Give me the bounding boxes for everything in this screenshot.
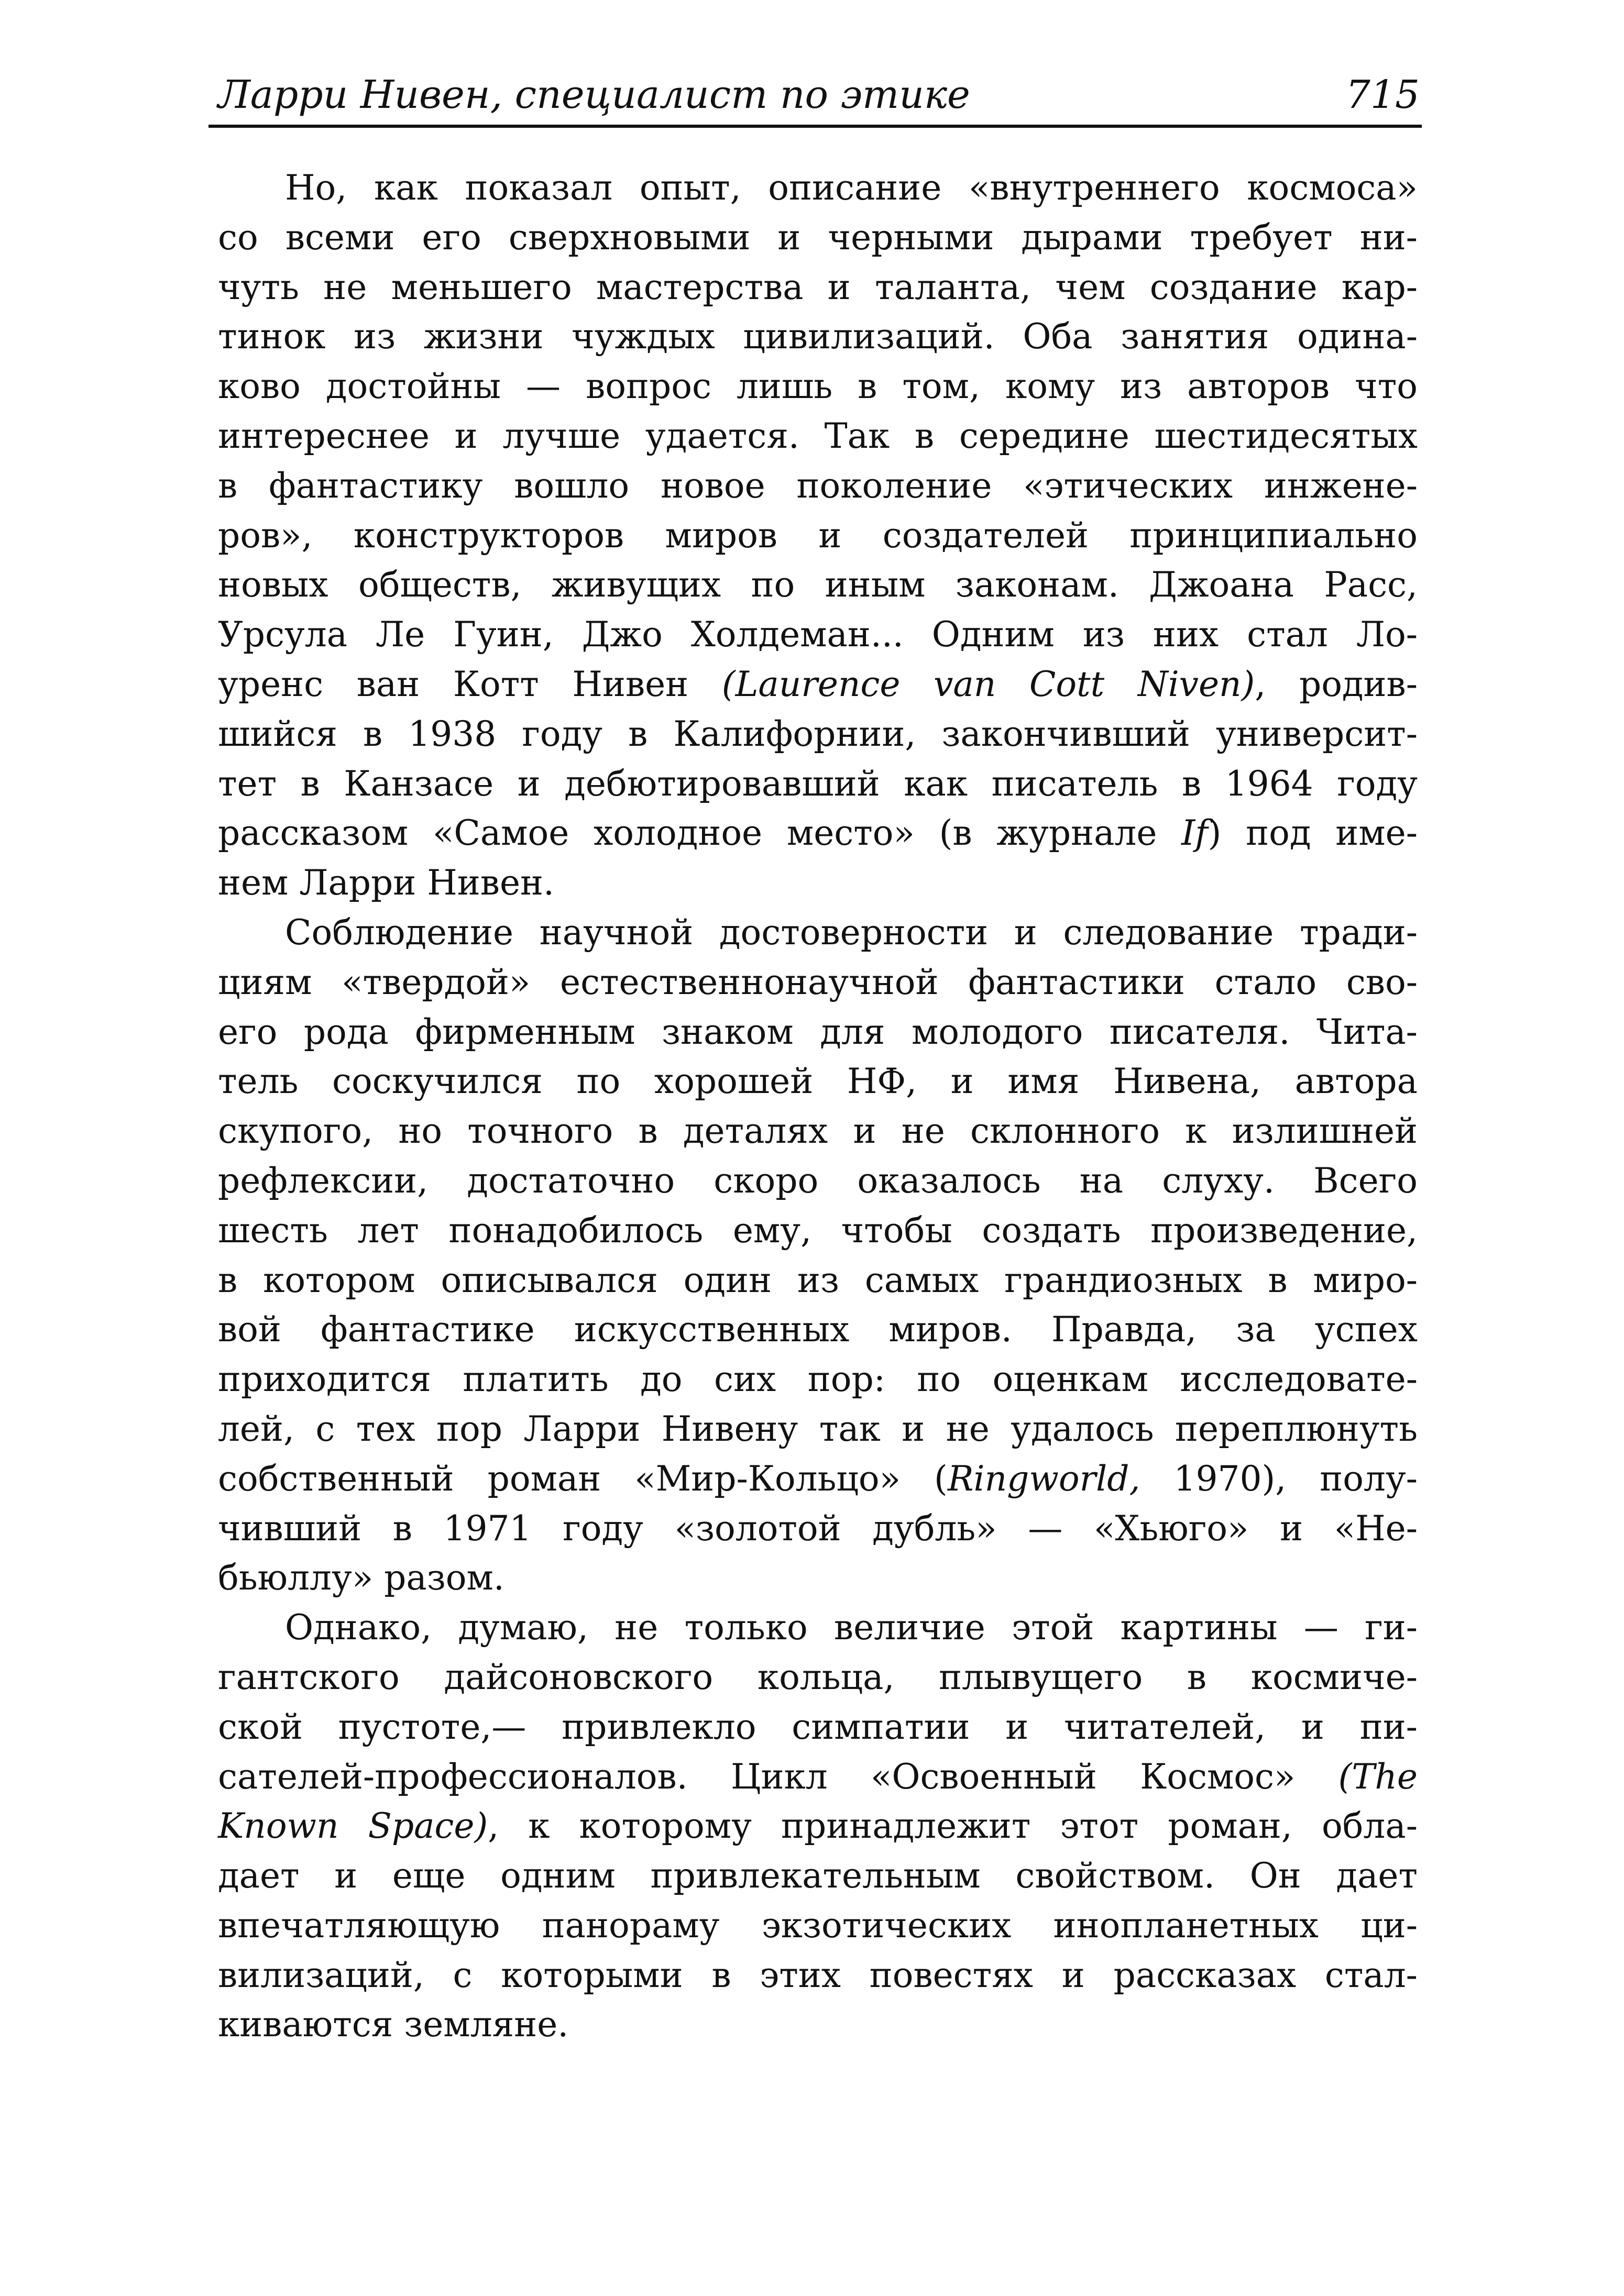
text-line [218, 710, 1418, 759]
text-run: вой фантастике искусственных миров. Правда, за успех [218, 1309, 1418, 1350]
text-line [218, 1951, 1418, 2001]
running-header [209, 63, 1422, 128]
text-line [218, 1553, 1418, 1603]
text-line [218, 858, 1418, 908]
text-run: шесть лет понадобилось ему, чтобы создать произведение, [218, 1210, 1418, 1251]
text-run: ров», конструкторов миров и создателей принципиально [218, 515, 1418, 556]
text-run: шийся в 1938 году в Калифорнии, закончивший университ- [218, 713, 1418, 754]
text-run: интереснее и лучше удается. Так в середине шестидесятых [218, 415, 1418, 456]
text-run: вилизаций, с которыми в этих повестях и рассказах стал- [218, 1955, 1418, 1995]
text-line [218, 809, 1418, 858]
text-line [218, 362, 1418, 412]
text-run: новых обществ, живущих по иным законам. Джоана Расс, [218, 565, 1418, 605]
text-line [218, 1355, 1418, 1405]
text-run: лей, с тех пор Ларри Нивену так и не удалось переплюнуть [218, 1408, 1418, 1449]
running-title: Ларри Нивен, специалист по этике [218, 72, 970, 117]
text-line [218, 263, 1418, 313]
text-run: его рода фирменным знаком для молодого писателя. Чита- [218, 1011, 1418, 1052]
text-run: гантского дайсоновского кольца, плывущего в космиче- [218, 1657, 1418, 1697]
text-run: рефлексии, достаточно скоро оказалось на слуху. Всего [218, 1160, 1418, 1201]
text-line [218, 412, 1418, 461]
paragraph [218, 908, 1418, 1603]
text-run: Но, как показал опыт, описание «внутреннего космоса» [285, 168, 1418, 208]
text-run: тет в Канзасе и дебютировавший как писатель в 1964 году [218, 763, 1418, 804]
italic-text: If [1181, 813, 1208, 854]
italic-text: Known Space) [218, 1806, 488, 1847]
text-line [218, 1156, 1418, 1206]
text-run: в фантастику вошло новое поколение «этических инжене- [218, 465, 1418, 506]
text-run: тинок из жизни чуждых цивилизаций. Оба занятия одина- [218, 316, 1418, 357]
text-line [218, 312, 1418, 362]
text-line [218, 1653, 1418, 1703]
text-run: собственный роман «Мир-Кольцо» ( [218, 1458, 948, 1499]
text-run: циям «твердой» естественнонаучной фантастики стало сво- [218, 962, 1418, 1002]
text-run: ской пустоте,— привлекло симпатии и читателей, и пи- [218, 1706, 1418, 1747]
italic-text: Ringworld, [947, 1458, 1140, 1499]
text-run: бьюллу» разом. [218, 1558, 504, 1598]
text-line [218, 1901, 1418, 1951]
text-run: Однако, думаю, не только величие этой картины — ги- [285, 1607, 1418, 1648]
paragraph [218, 163, 1418, 908]
text-run: уренс ван Котт Нивен [218, 664, 722, 704]
text-run: чуть не меньшего мастерства и таланта, чем создание кар- [218, 267, 1418, 307]
text-run: рассказом «Самое холодное место» (в журнале [218, 813, 1182, 854]
text-line [218, 1405, 1418, 1454]
text-line [218, 213, 1418, 263]
text-run: чивший в 1971 году «золотой дубль» — «Хьюго» и «Не- [218, 1508, 1418, 1549]
text-line [218, 1504, 1418, 1554]
text-line [218, 1603, 1418, 1653]
text-line [218, 511, 1418, 561]
italic-text: (Laurence van Cott Niven) [721, 664, 1255, 704]
text-line [218, 1107, 1418, 1156]
text-run: , родив- [1255, 664, 1418, 704]
text-line [218, 1752, 1418, 1802]
text-line [218, 1802, 1418, 1851]
italic-text: (The [1338, 1756, 1418, 1797]
text-line [218, 610, 1418, 660]
text-line [218, 1454, 1418, 1504]
text-line [218, 560, 1418, 610]
body-text [218, 163, 1418, 2050]
text-line [218, 2000, 1418, 2050]
text-line [218, 461, 1418, 511]
text-run: тель соскучился по хорошей НФ, и имя Нивена, автора [218, 1061, 1418, 1102]
text-run: скупого, но точного в деталях и не склонного к излишней [218, 1111, 1418, 1152]
text-run: ково достойны — вопрос лишь в том, кому из авторов что [218, 366, 1418, 407]
text-run: приходится платить до сих пор: по оценкам исследовате- [218, 1359, 1418, 1400]
text-run: дает и еще одним привлекательным свойством. Он дает [218, 1856, 1418, 1896]
text-run: сателей-профессионалов. Цикл «Освоенный Космос» [218, 1756, 1338, 1797]
text-run: Урсула Ле Гуин, Джо Холдеман... Одним из них стал Ло- [218, 614, 1418, 655]
text-run: впечатляющую панораму экзотических инопланетных ци- [218, 1905, 1418, 1946]
text-run: ) под име- [1208, 813, 1418, 854]
text-run: нем Ларри Нивен. [218, 863, 554, 903]
text-line [218, 1057, 1418, 1107]
text-line [218, 1008, 1418, 1057]
text-run: Соблюдение научной достоверности и следование тради- [285, 912, 1418, 953]
text-line [218, 660, 1418, 710]
text-run: , к которому принадлежит этот роман, обла- [488, 1806, 1418, 1847]
text-line [218, 1256, 1418, 1306]
text-line [218, 1305, 1418, 1355]
text-run: киваются земляне. [218, 2004, 569, 2045]
text-line [218, 1851, 1418, 1901]
text-line [218, 908, 1418, 958]
text-line [218, 759, 1418, 809]
text-run: 1970), полу- [1140, 1458, 1418, 1499]
paragraph [218, 1603, 1418, 2050]
text-line [218, 163, 1418, 213]
text-run: в котором описывался один из самых грандиозных в миро- [218, 1260, 1418, 1300]
text-line [218, 958, 1418, 1008]
page-number: 715 [1345, 72, 1420, 117]
text-line [218, 1206, 1418, 1256]
text-line [218, 1703, 1418, 1752]
text-run: со всеми его сверхновыми и черными дырами требует ни- [218, 217, 1418, 258]
